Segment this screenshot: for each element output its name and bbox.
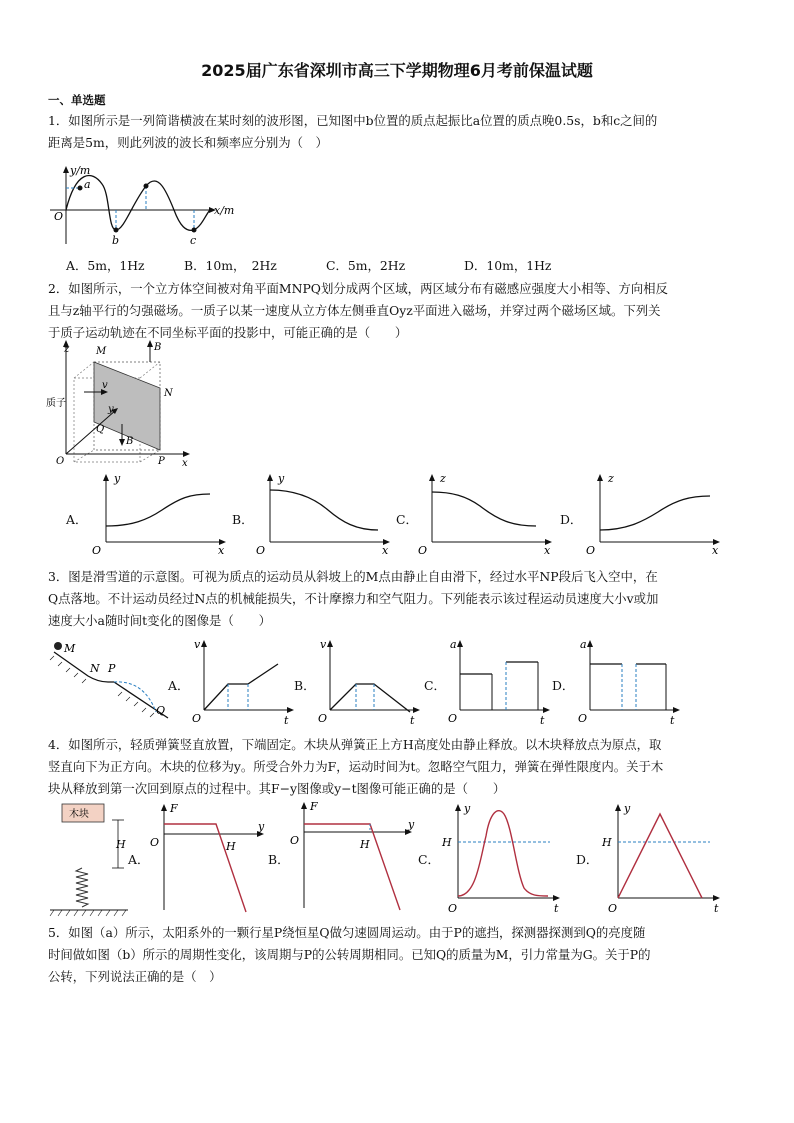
- q2a-x-label: x: [218, 544, 225, 557]
- cube-q-label: Q: [96, 424, 105, 435]
- q4c-y-label: y: [464, 802, 471, 815]
- wave-x-label: x/m: [214, 204, 235, 217]
- q4a-h-label: H: [226, 840, 236, 853]
- wave-y-label: y/m: [70, 164, 91, 177]
- q4c-h-label: H: [442, 836, 452, 849]
- q2c-x-label: x: [544, 544, 551, 557]
- wave-origin-label: O: [54, 210, 64, 223]
- q4b-y-label: y: [408, 818, 415, 831]
- cube-o-label: O: [56, 456, 65, 467]
- q3d-t-label: t: [670, 714, 675, 727]
- question-5-line-2: 时间做如图（b）所示的周期性变化，该周期与P的公转周期相同。已知Q的质量为M，引力常量为G。关于P的: [48, 947, 651, 962]
- cube-p-label: P: [158, 456, 165, 467]
- slope-n-label: N: [90, 662, 100, 675]
- cube-proton-label: 质子: [46, 398, 66, 409]
- question-1-line-1: 1．如图所示是一列简谐横波在某时刻的波形图，已知图中b位置的质点起振比a位置的质点晚0.5s，b和c之间的: [48, 113, 658, 128]
- q3-option-d-label[interactable]: D．: [552, 678, 575, 693]
- q2-option-d-graph[interactable]: [586, 470, 726, 555]
- q3-option-b-label[interactable]: B．: [294, 678, 316, 693]
- q4-option-c-graph[interactable]: [440, 800, 570, 915]
- q2d-o-label: O: [586, 544, 596, 557]
- q4d-t-label: t: [714, 902, 719, 915]
- q4d-y-label: y: [624, 802, 631, 815]
- wave-point-c-label: c: [190, 234, 197, 247]
- q2c-z-label: z: [440, 472, 446, 485]
- q3-option-b-graph[interactable]: [316, 636, 426, 726]
- question-3-line-2: Q点落地。不计运动员经过N点的机械能损失，不计摩擦力和空气阻力。下列能表示该过程运动员速度大小v或加: [48, 591, 659, 606]
- block-h-label: H: [116, 838, 126, 851]
- question-4-line-1: 4．如图所示，轻质弹簧竖直放置，下端固定。木块从弹簧正上方H高度处由静止释放。以木块释放点为原点，取: [48, 737, 662, 752]
- question-2-line-3: 于质子运动轨迹在不同坐标平面的投影中，可能正确的是（ ）: [48, 325, 408, 340]
- q3-option-c-label[interactable]: C．: [424, 678, 446, 693]
- q1-option-a[interactable]: A．5m，1Hz: [66, 258, 145, 273]
- q3c-t-label: t: [540, 714, 545, 727]
- q2-option-d-label[interactable]: D．: [560, 512, 583, 527]
- q3-option-a-label[interactable]: A．: [168, 678, 190, 693]
- q3b-t-label: t: [410, 714, 415, 727]
- question-5-line-1: 5．如图（a）所示，太阳系外的一颗行星P绕恒星Q做匀速圆周运动。由于P的遮挡，探测器探测到Q的亮度随: [48, 925, 646, 940]
- cube-y-label: y: [108, 404, 114, 415]
- wave-point-b-label: b: [112, 234, 120, 247]
- question-4-line-3: 块从释放到第一次回到原点的过程中。其F−y图像或y−t图像可能正确的是（ ）: [48, 781, 506, 796]
- section-heading: 一、单选题: [48, 93, 106, 107]
- cube-m-label: M: [96, 346, 107, 357]
- wave-figure: [46, 164, 246, 254]
- q2-option-b-label[interactable]: B．: [232, 512, 254, 527]
- q4-option-b-graph[interactable]: [290, 798, 420, 913]
- question-3-line-1: 3．图是滑雪道的示意图。可视为质点的运动员从斜坡上的M点由静止自由滑下，经过水平NP段后飞入空中，在: [48, 569, 658, 584]
- q4a-f-label: F: [170, 802, 178, 815]
- q4d-o-label: O: [608, 902, 618, 915]
- cube-figure: [46, 340, 196, 469]
- q2d-x-label: x: [712, 544, 719, 557]
- q2b-y-label: y: [278, 472, 285, 485]
- q3b-o-label: O: [318, 712, 328, 725]
- question-2-line-2: 且与z轴平行的匀强磁场。一质子以某一速度从立方体左侧垂直Oyz平面进入磁场，并穿过两个磁场区域。下列关: [48, 303, 661, 318]
- ski-slope-figure: [48, 640, 178, 720]
- q4-option-d-graph[interactable]: [600, 800, 730, 915]
- q4c-t-label: t: [554, 902, 559, 915]
- question-2: [48, 278, 748, 344]
- q2-option-a-graph[interactable]: [92, 470, 232, 555]
- q4-option-b-label[interactable]: B．: [268, 852, 290, 867]
- q3-option-c-graph[interactable]: [446, 636, 556, 726]
- q1-option-b[interactable]: B．10m， 2Hz: [184, 258, 277, 273]
- q4-option-d-label[interactable]: D．: [576, 852, 599, 867]
- q2b-o-label: O: [256, 544, 266, 557]
- q3a-o-label: O: [192, 712, 202, 725]
- q3a-t-label: t: [284, 714, 289, 727]
- q4c-o-label: O: [448, 902, 458, 915]
- q4b-o-label: O: [290, 834, 300, 847]
- q2d-z-label: z: [608, 472, 614, 485]
- q4a-y-label: y: [258, 820, 265, 833]
- q4b-f-label: F: [310, 800, 318, 813]
- question-3-line-3: 速度大小a随时间t变化的图像是（ ）: [48, 613, 272, 628]
- cube-v-label: v: [102, 380, 108, 391]
- q4b-h-label: H: [360, 838, 370, 851]
- slope-q-label: Q: [156, 704, 166, 717]
- block-label: 木块: [69, 809, 89, 820]
- q4-option-a-graph[interactable]: [150, 800, 270, 915]
- q4-option-a-label[interactable]: A．: [128, 852, 150, 867]
- cube-x-label: x: [182, 458, 188, 469]
- cube-n-label: N: [164, 388, 173, 399]
- q3d-o-label: O: [578, 712, 588, 725]
- q4-option-c-label[interactable]: C．: [418, 852, 440, 867]
- q3-option-a-graph[interactable]: [190, 636, 300, 726]
- q2a-o-label: O: [92, 544, 102, 557]
- q2-option-c-graph[interactable]: [418, 470, 558, 555]
- q1-option-d[interactable]: D．10m，1Hz: [464, 258, 552, 273]
- question-1: [48, 110, 748, 154]
- q3-option-d-graph[interactable]: [576, 636, 686, 726]
- cube-b-bottom-label: B: [126, 436, 134, 447]
- q2b-x-label: x: [382, 544, 389, 557]
- cube-b-top-label: B: [154, 342, 162, 353]
- wave-point-a-label: a: [84, 178, 91, 191]
- question-5-line-3: 公转，下列说法正确的是（ ）: [48, 969, 222, 984]
- q4d-h-label: H: [602, 836, 612, 849]
- q3c-a-label: a: [450, 638, 457, 651]
- q3c-o-label: O: [448, 712, 458, 725]
- q2a-y-label: y: [114, 472, 121, 485]
- slope-p-label: P: [108, 662, 116, 675]
- question-3: [48, 566, 748, 632]
- q2-option-c-label[interactable]: C．: [396, 512, 418, 527]
- question-1-line-2: 距离是5m，则此列波的波长和频率应分别为（ ）: [48, 135, 328, 150]
- q1-option-c[interactable]: C．5m，2Hz: [326, 258, 406, 273]
- question-2-line-1: 2．如图所示，一个立方体空间被对角平面MNPQ划分成两个区域，两区域分布有磁感应强度大小相等、方向相反: [48, 281, 668, 296]
- q3d-a-label: a: [580, 638, 587, 651]
- cube-z-label: z: [64, 344, 70, 355]
- page-title: 2025届广东省深圳市高三下学期物理6月考前保温试题: [201, 61, 593, 80]
- q3a-v-label: v: [194, 638, 201, 651]
- q2-option-a-label[interactable]: A．: [66, 512, 88, 527]
- question-5: [48, 922, 748, 988]
- slope-m-label: M: [64, 642, 76, 655]
- question-4: [48, 734, 748, 800]
- q2c-o-label: O: [418, 544, 428, 557]
- question-4-line-2: 竖直向下为正方向。木块的位移为y。所受合外力为F，运动时间为t。忽略空气阻力，弹簧在弹性限度内。关于木: [48, 759, 664, 774]
- q2-option-b-graph[interactable]: [256, 470, 396, 555]
- q4a-o-label: O: [150, 836, 160, 849]
- spring-block-figure: [48, 800, 138, 920]
- q3b-v-label: v: [320, 638, 327, 651]
